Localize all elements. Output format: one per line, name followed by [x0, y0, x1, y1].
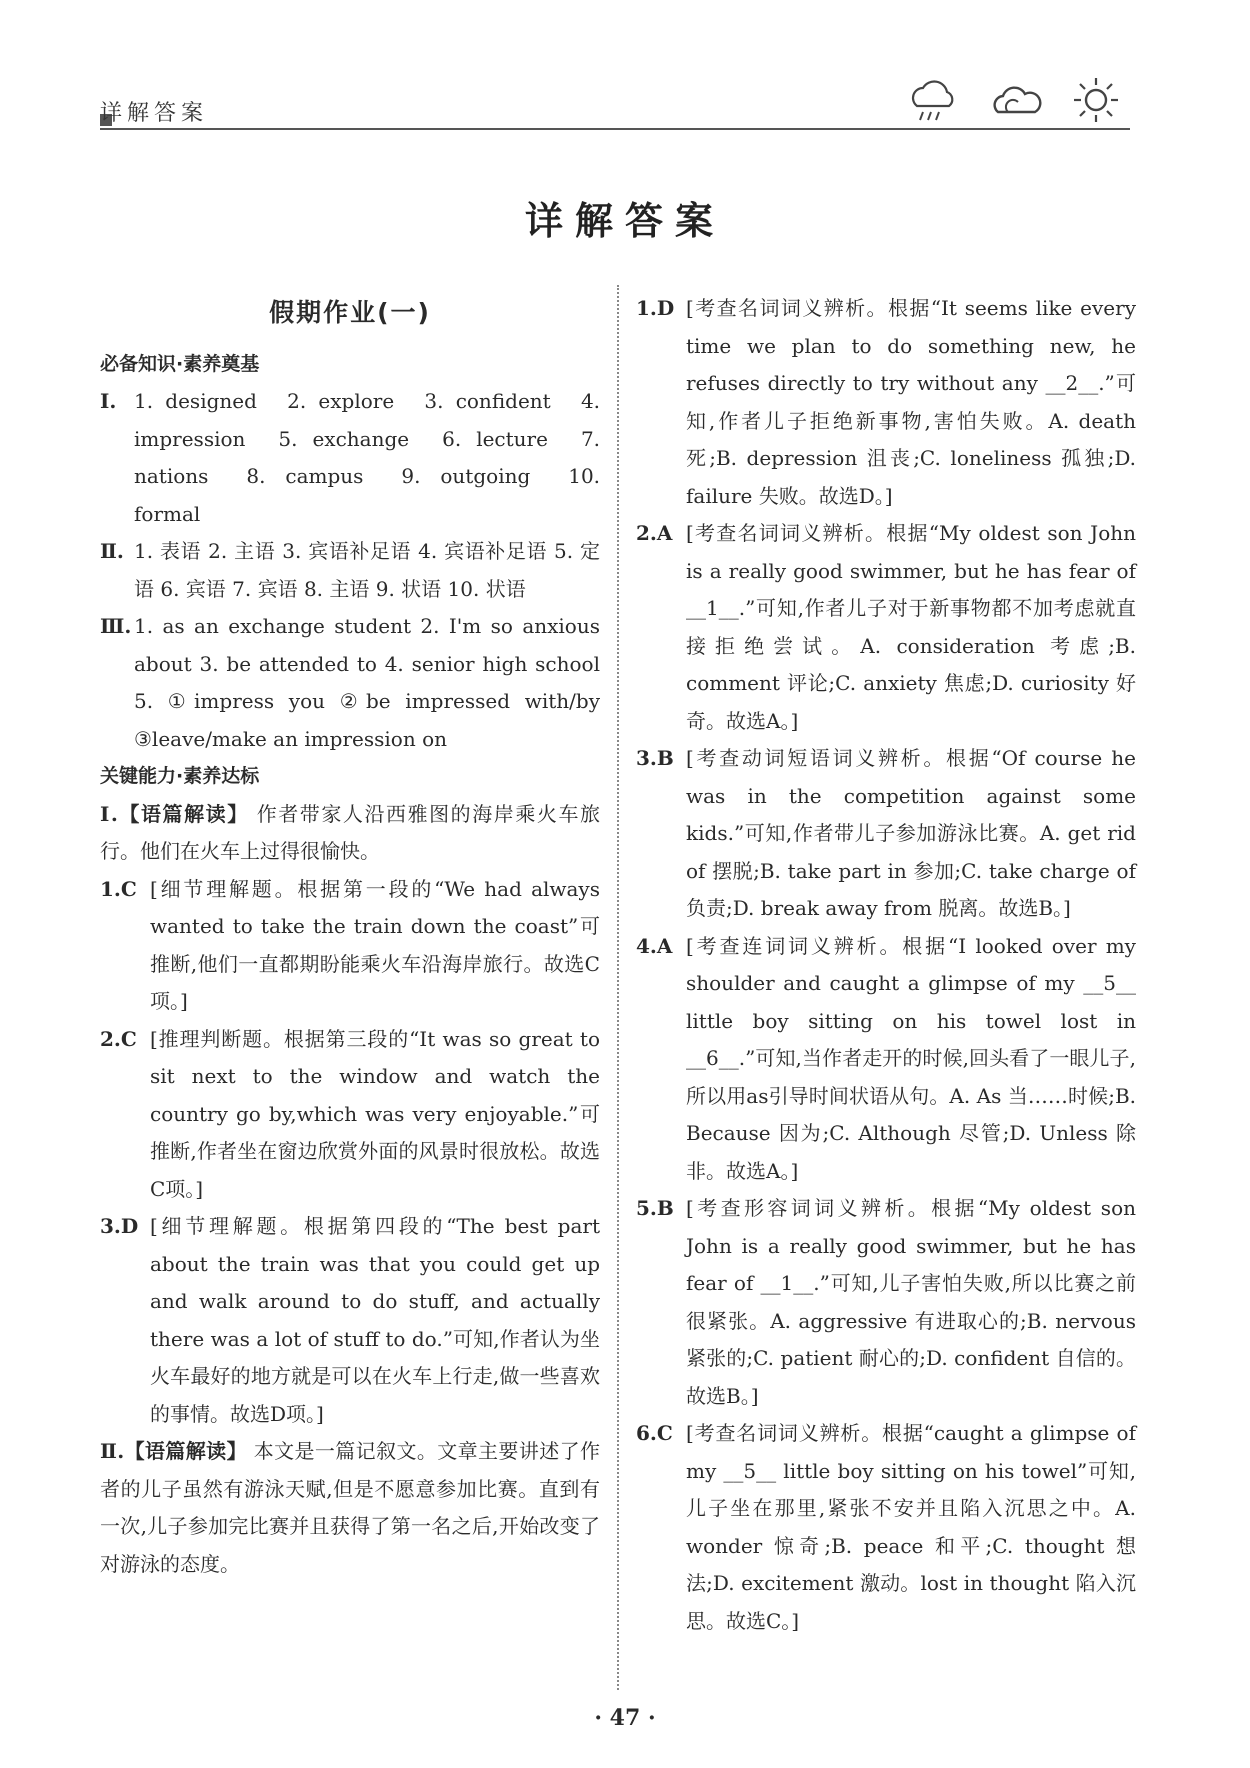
answer-text: [推理判断题。根据第三段的“It was so great to sit next to the window and watch the country go by,which was very enjoyable.”可推断,作者坐在窗边欣赏外面的风景时很放松。故选C项。]: [150, 1026, 600, 1201]
reading2-summary: [100, 1433, 600, 1583]
part1-I-items: [134, 383, 600, 533]
reading1-answer: [100, 871, 600, 1021]
cloze-answer: [636, 1190, 1136, 1415]
cloud-icon: [988, 72, 1044, 128]
reading2-summary-text: 本文是一篇记叙文。文章主要讲述了作者的儿子虽然有游泳天赋,但是不愿意参加比赛。直到有一次,儿子参加完比赛并且获得了第一名之后,开始改变了对游泳的态度。: [100, 1439, 600, 1576]
part1-III-text: 1. as an exchange student 2. I'm so anxious about 3. be attended to 4. senior high school 5. ①impress you ②be impressed with/by ③leave/make an impression on: [134, 614, 600, 751]
answer-num: 6.: [636, 1421, 657, 1445]
column-divider: [617, 285, 619, 1690]
answer-num: 3.: [100, 1214, 121, 1238]
part1-II: [100, 533, 600, 608]
answer-text: [考查名词词义辨析。根据“caught a glimpse of my __5__ little boy sitting on his towel”可知,儿子坐在那里,紧张不安并且陷入沉思之中。A. wonder 惊奇;B. peace 和平;C. thought 想法;D. excitement 激动。lost in thought 陷入沉思。故选C。]: [686, 1421, 1136, 1633]
answer-num: 2.: [636, 521, 657, 545]
left-column: [100, 290, 600, 1583]
part1-II-text: 1. 表语 2. 主语 3. 宾语补足语 4. 宾语补足语 5. 定语 6. 宾语 7. 宾语 8. 主语 9. 状语 10. 状语: [134, 539, 600, 601]
reading2-mark: Ⅱ.: [100, 1439, 125, 1463]
reading1-summary-text: 作者带家人沿西雅图的海岸乘火车旅行。他们在火车上过得很愉快。: [100, 801, 601, 863]
right-column: [636, 290, 1136, 1640]
answer-num: 1.: [100, 876, 121, 901]
answer-letter: B: [656, 746, 674, 770]
answer-letter: C: [656, 1421, 673, 1445]
reading1-mark: Ⅰ.: [100, 801, 118, 826]
answer-letter: A: [656, 933, 673, 958]
part1-III-mark: Ⅲ.: [100, 614, 132, 638]
cloze-answer: [636, 515, 1136, 740]
vocab-item: 10. formal: [134, 464, 601, 526]
vocab-item: 2. explore: [287, 389, 395, 413]
part1-III: [100, 608, 600, 758]
answer-text: [细节理解题。根据第一段的“We had always wanted to take the train down the coast”可推断,他们一直都期盼能乘火车沿海岸旅行。故选C项。]: [150, 876, 600, 1013]
part1-II-mark: Ⅱ.: [100, 539, 124, 563]
reading1-summary: [100, 796, 600, 871]
page-number: · 47 ·: [594, 1705, 656, 1731]
answer-num: 4.: [636, 933, 657, 958]
cloze-answer: [636, 740, 1136, 928]
vocab-item: 8. campus: [246, 464, 364, 488]
vocab-item: 5. exchange: [278, 426, 410, 451]
vocab-item: 7. nations: [134, 426, 601, 488]
answer-text: [细节理解题。根据第四段的“The best part about the train was that you could get up and walk around to do stuff, and actually there was a lot of stuff to do.”可知,作者认为坐火车最好的地方就是可以在火车上行走,做一些喜欢的事情。故选D项。]: [150, 1214, 600, 1426]
answer-letter: C: [120, 1026, 137, 1051]
answer-text: [考查名词词义辨析。根据“It seems like every time we plan to do something new, he refuses directly to try without any __2__.”可知,作者儿子拒绝新事物,害怕失败。A. death 死;B. depression 沮丧;C. loneliness 孤独;D. failure 失败。故选D。]: [686, 296, 1136, 508]
part2-title: 关键能力·素养达标: [100, 765, 260, 787]
answer-letter: B: [656, 1196, 674, 1220]
answer-text: [考查名词词义辨析。根据“My oldest son John is a really good swimmer, but he has fear of __1__.”可知,作者儿子对于新事物都不加考虑就直接拒绝尝试。A. consideration 考虑;B. comment 评论;C. anxiety 焦虑;D. curiosity 好奇。故选A。]: [686, 521, 1136, 733]
part1-title: 必备知识·素养奠基: [100, 352, 260, 375]
vocab-item: 1. designed: [134, 389, 257, 413]
cloze-answer: [636, 1415, 1136, 1640]
answer-letter: D: [120, 1214, 139, 1238]
answer-num: 3.: [636, 746, 657, 770]
reading1-answer: [100, 1021, 600, 1209]
reading2-tag: 【语篇解读】: [124, 1439, 247, 1463]
answer-letter: C: [120, 876, 137, 901]
section-title: 假期作业(一): [269, 298, 431, 327]
answer-letter: D: [656, 296, 675, 320]
cloze-answer: [636, 290, 1136, 515]
sun-icon: [1068, 72, 1124, 128]
header-label: 详解答案: [100, 101, 209, 126]
answer-text: [考查连词词义辨析。根据“I looked over my shoulder and caught a glimpse of my __5__ little boy sitting on his towel lost in __6__.”可知,当作者走开的时候,回头看了一眼儿子,所以用as引导时间状语从句。A. As 当……时候;B. Because 因为;C. Although 尽管;D. Unless 除非。故选A。]: [686, 933, 1136, 1183]
answer-letter: A: [656, 521, 673, 545]
answer-text: [考查形容词词义辨析。根据“My oldest son John is a really good swimmer, but he has fear of __1__.”可知,儿子害怕失败,所以比赛之前很紧张。A. aggressive 有进取心的;B. nervous 紧张的;C. patient 耐心的;D. confident 自信的。故选B。]: [686, 1196, 1136, 1408]
header-rule: [100, 128, 1130, 130]
page-title: 详解答案: [524, 198, 725, 243]
part1-I: [100, 383, 600, 533]
vocab-item: 3. confident: [424, 389, 551, 413]
reading1-answer: [100, 1208, 600, 1433]
answer-num: 2.: [100, 1026, 121, 1051]
vocab-item: 4. impression: [134, 389, 601, 451]
answer-num: 1.: [636, 296, 657, 320]
reading1-tag: 【语篇解读】: [117, 801, 249, 826]
vocab-item: 9. outgoing: [401, 464, 531, 488]
part1-I-mark: Ⅰ.: [100, 389, 117, 413]
answer-num: 5.: [636, 1196, 657, 1220]
vocab-item: 6. lecture: [442, 426, 548, 451]
answer-text: [考查动词短语词义辨析。根据“Of course he was in the competition against some kids.”可知,作者带儿子参加游泳比赛。A. get rid of 摆脱;B. take part in 参加;C. take charge of 负责;D. break away from 脱离。故选B。]: [686, 746, 1136, 920]
cloze-answer: [636, 928, 1136, 1191]
rain-cloud-icon: [905, 72, 961, 128]
